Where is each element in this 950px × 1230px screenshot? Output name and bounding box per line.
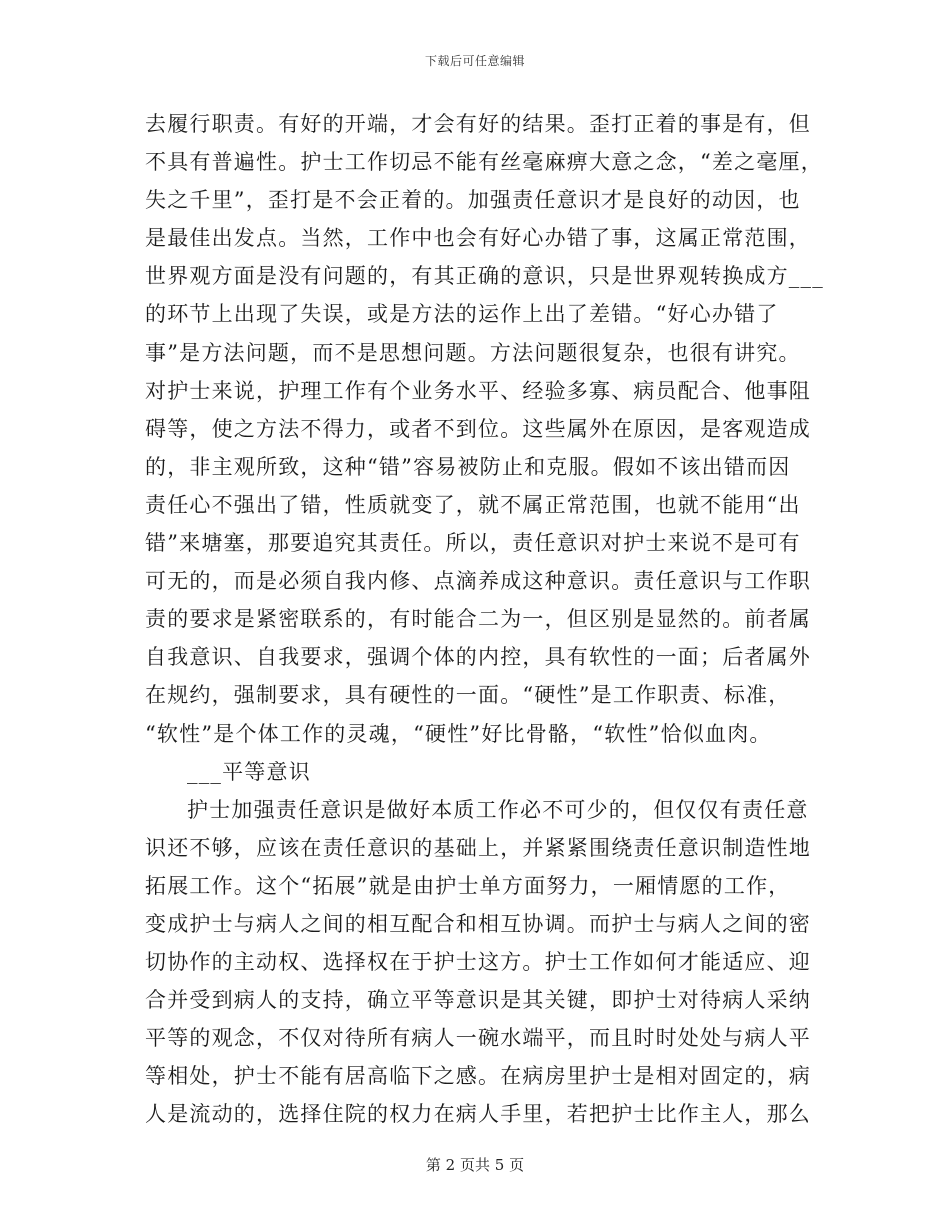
text-line: 拓展工作。这个“拓展”就是由护士单方面努力，一厢情愿的工作， — [145, 873, 791, 898]
text-line: 等相处，护士不能有居高临下之感。在病房里护士是相对固定的，病 — [145, 1064, 811, 1089]
text-line: 的环节上出现了失误，或是方法的运作上出了差错。“好心办错了 — [145, 302, 779, 327]
text-line: 平等的观念，不仅对待所有病人一碗水端平，而且时时处处与病人平 — [145, 1026, 811, 1051]
page-header: 下载后可任意编辑 — [424, 54, 525, 68]
text-line: 的，非主观所致，这种“错”容易被防止和克服。假如不该出错而因 — [145, 454, 791, 479]
text-line: “软性”是个体工作的灵魂，“硬性”好比骨骼，“软性”恰似血肉。 — [145, 721, 772, 746]
text-line: 识还不够，应该在责任意识的基础上，并紧紧围绕责任意识制造性地 — [145, 835, 811, 860]
text-line: 去履行职责。有好的开端，才会有好的结果。歪打正着的事是有，但 — [145, 112, 811, 136]
text-line: 是最佳出发点。当然，工作中也会有好心办错了事，这属正常范围， — [145, 226, 811, 251]
text-line: 失之千里”，歪打是不会正着的。加强责任意识才是良好的动因，也 — [145, 188, 801, 213]
text-line: 可无的，而是必须自我内修、点滴养成这种意识。责任意识与工作职 — [145, 569, 811, 594]
paragraph-first-line: 护士加强责任意识是做好本质工作必不可少的，但仅仅有责任意 — [187, 797, 809, 822]
document-body — [145, 105, 824, 1134]
text-line: 世界观方面是没有问题的，有其正确的意识，只是世界观转换成方___ — [145, 264, 824, 289]
text-line: 事”是方法问题，而不是思想问题。方法问题很复杂，也很有讲究。 — [145, 340, 801, 365]
text-line: 不具有普遍性。护士工作切忌不能有丝毫麻痹大意之念，“差之毫厘， — [145, 150, 823, 175]
text-line: 在规约，强制要求，具有硬性的一面。“硬性”是工作职责、标准， — [145, 683, 791, 708]
text-line: 自我意识、自我要求，强调个体的内控，具有软性的一面；后者属外 — [145, 645, 811, 670]
text-line: 错”来塘塞，那要追究其责任。所以，责任意识对护士来说不是可有 — [145, 531, 801, 556]
section-heading: ___平等意识 — [187, 759, 311, 784]
text-line: 合并受到病人的支持，确立平等意识是其关键，即护士对待病人采纳 — [145, 988, 811, 1013]
text-line: 人是流动的，选择住院的权力在病人手里，若把护士比作主人，那么 — [145, 1102, 811, 1127]
text-line: 切协作的主动权、选择权在于护士这方。护士工作如何才能适应、迎 — [145, 950, 811, 975]
text-line: 碍等，使之方法不得力，或者不到位。这些属外在原因，是客观造成 — [145, 416, 811, 441]
text-line: 对护士来说，护理工作有个业务水平、经验多寡、病员配合、他事阻 — [145, 378, 811, 403]
text-line: 责任心不强出了错，性质就变了，就不属正常范围，也就不能用“出 — [145, 492, 801, 517]
text-line: 变成护士与病人之间的相互配合和相互协调。而护士与病人之间的密 — [145, 911, 811, 936]
page-number: 第 2 页共 5 页 — [425, 1156, 525, 1174]
text-line: 责的要求是紧密联系的，有时能合二为一，但区别是显然的。前者属 — [145, 607, 811, 632]
